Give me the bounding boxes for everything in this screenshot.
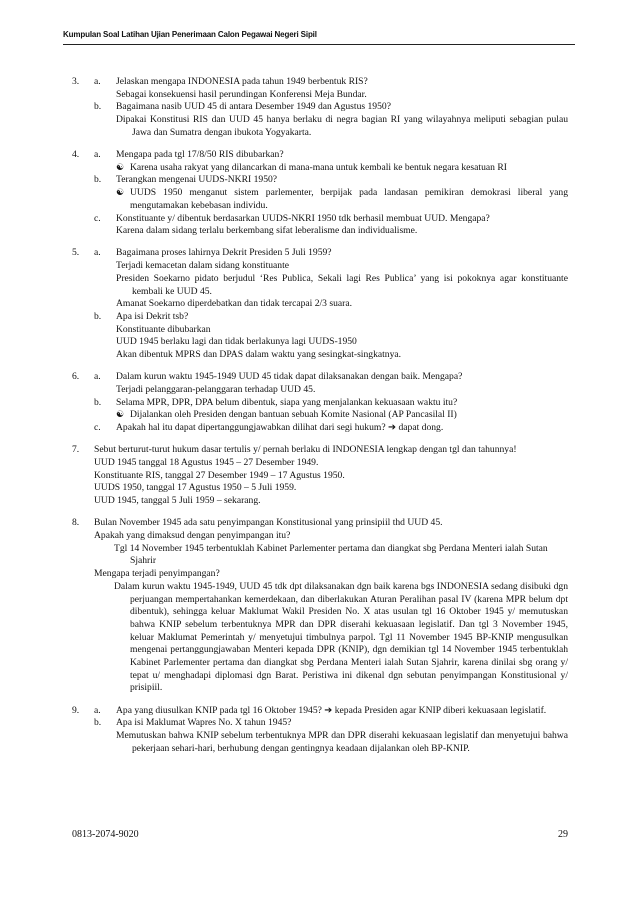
- question-4c: [94, 213, 568, 238]
- header-rule: [63, 44, 575, 45]
- sub-letter: b.: [94, 174, 102, 186]
- answer-line: UUD 1945 tanggal 18 Agustus 1945 – 27 Desember 1949.: [94, 456, 319, 468]
- answer-text: Memutuskan bahwa KNIP sebelum terbentuknya MPR dan DPR diserahi kekuasaan legislatif dan menyetujui bahwa pekerjaan sehari-hari, berhubung dengan gentingnya keadaan dijalankan oleh BP-KNIP.: [116, 730, 568, 754]
- question-number: 6.: [72, 371, 80, 383]
- question-5a: [94, 247, 568, 311]
- answer-line: Konstituante RIS, tanggal 27 Desember 1949 – 17 Agustus 1950.: [94, 469, 345, 481]
- sub-letter: a.: [94, 149, 101, 161]
- question-text: Apa isi Dekrit tsb?: [116, 310, 189, 322]
- sub-letter: c.: [94, 422, 101, 434]
- document-header: Kumpulan Soal Latihan Ujian Penerimaan Calon Pegawai Negeri Sipil: [63, 29, 317, 39]
- answer-text: UUDS 1950 menganut sistem parlementer, berpijak pada landasan pemikiran demokrasi liberal yang mengutamakan kebebasan individu.: [130, 187, 568, 211]
- question-text: Bagaimana proses lahirnya Dekrit Presiden 5 Juli 1959?: [116, 247, 332, 259]
- sub-letter: b.: [94, 101, 102, 113]
- answer-line: Konstituante dibubarkan: [116, 323, 211, 335]
- answer-text: Dipakai Konstitusi RIS dan UUD 45 hanya berlaku di negra bagian RI yang wilayahnya meliputi sebagian pulau Jawa dan Sumatra dengan ibukota Yogyakarta.: [116, 114, 568, 138]
- answer-text: Sebagai konsekuensi hasil perundingan Konferensi Meja Bundar.: [116, 88, 367, 100]
- yin-yang-bullet-icon: ☯: [116, 162, 125, 173]
- question-text: Selama MPR, DPR, DPA belum dibentuk, siapa yang menjalankan kekuasaan waktu itu?: [116, 396, 458, 408]
- question-6b: [94, 397, 568, 422]
- sub-letter: a.: [94, 704, 101, 716]
- question-8: [72, 517, 568, 695]
- sub-letter: b.: [94, 396, 102, 408]
- answer-text: Karena usaha rakyat yang dilancarkan di mana-mana untuk kembali ke bentuk negara kesatuan RI: [130, 161, 507, 173]
- question-4a: [94, 149, 568, 174]
- sub-letter: c.: [94, 212, 101, 224]
- question-text: Bagaimana nasib UUD 45 di antara Desember 1949 dan Agustus 1950?: [116, 101, 391, 113]
- yin-yang-bullet-icon: ☯: [116, 410, 125, 421]
- question-text: Mengapa terjadi penyimpangan?: [94, 568, 220, 580]
- question-9b: [94, 717, 568, 755]
- question-9: [72, 705, 568, 756]
- question-text: Apa yang diusulkan KNIP pada tgl 16 Oktober 1945?: [116, 704, 322, 716]
- question-3a: [94, 76, 568, 101]
- question-9a: [94, 705, 568, 718]
- bullet-answer: [116, 187, 568, 212]
- answer-text: Tgl 14 November 1945 terbentuklah Kabinet Parlementer pertama dan diangkat sbg Perdana Menteri ialah Sutan Sjahrir: [114, 542, 548, 567]
- question-text: Apakah hal itu dapat dipertanggungjawabkan dilihat dari segi hukum?: [116, 422, 386, 434]
- bullet-answer: [116, 162, 568, 175]
- question-number: 3.: [72, 76, 80, 87]
- answer-text: Dalam kurun waktu 1945-1949, UUD 45 tdk dpt dilaksanakan dgn baik karena bgs INDONESIA sedang disibuki dgn perjuangan mempertahankan kemerdekaan, dan diberlakukan Aturan Peralihan pasal IV (karena MPR belum dpt dibentuk), sehingga keluar Maklumat Wakil Presiden No. X atas usulan tgl 16 Oktober 1945 y/ memutuskan bahwa KNIP sebelum terbentuknya MPR dan DPR diserahi kekuasaan legislatif. Dan tgl 3 November 1945, keluar Maklumat Pemerintah y/ menyetujui timbulnya parpol. Tgl 11 November 1945 BP-KNIP mengusulkan mengenai pertanggungjawaban Menteri kepada DPR (KNIP), dgn demikian tgl 14 November 1945 terbentuklah Kabinet Parlementer pertama dan diangkat sbg Perdana Menteri ialah Sutan Sjahrir, karena dinilai sbg orang y/ tepat u/ menghadapi diplomasi dgn Barat. Peristiwa ini dikenal dgn sebutan penyimpangan Konstitusional y/ prisipiil.: [114, 580, 568, 694]
- question-text: Dalam kurun waktu 1945-1949 UUD 45 tidak dapat dilaksanakan dengan baik. Mengapa?: [116, 371, 463, 383]
- document-body: [72, 76, 568, 765]
- page-number: 29: [558, 829, 568, 840]
- sub-letter: a.: [94, 247, 101, 259]
- question-text: Sebut berturut-turut hukum dasar tertulis y/ pernah berlaku di INDONESIA lengkap dengan tgl dan tahunnya!: [94, 444, 517, 456]
- question-text: Apa isi Maklumat Wapres No. X tahun 1945?: [116, 717, 292, 729]
- answer-line: UUDS 1950, tanggal 17 Agustus 1950 – 5 Juli 1959.: [94, 482, 297, 494]
- question-3b: [94, 101, 568, 139]
- question-number: 8.: [72, 517, 80, 529]
- sub-letter: a.: [94, 371, 101, 383]
- question-number: 4.: [72, 149, 80, 161]
- question-6c: [94, 422, 568, 435]
- question-number: 9.: [72, 704, 80, 716]
- question-with-answer: [116, 422, 568, 435]
- answer-line: Amanat Soekarno diperdebatkan dan tidak tercapai 2/3 suara.: [116, 298, 353, 310]
- answer-text: Karena dalam sidang terlalu berkembang sifat leberalisme dan individualisme.: [116, 225, 418, 237]
- yin-yang-bullet-icon: ☯: [116, 188, 125, 199]
- question-3: [72, 76, 568, 140]
- right-arrow-icon: ➔: [388, 422, 397, 434]
- answer-line: UUD 1945 berlaku lagi dan tidak berlakunya lagi UUDS-1950: [116, 336, 357, 348]
- sub-letter: b.: [94, 310, 102, 322]
- right-arrow-icon: ➔: [324, 704, 333, 716]
- answer-text: Terjadi pelanggaran-pelanggaran terhadap UUD 45.: [116, 383, 316, 395]
- question-7: [72, 444, 568, 508]
- footer-phone: 0813-2074-9020: [72, 829, 139, 840]
- question-text: Terangkan mengenai UUDS-NKRI 1950?: [116, 174, 278, 186]
- question-6: [72, 371, 568, 435]
- question-text: Konstituante y/ dibentuk berdasarkan UUDS-NKRI 1950 tdk berhasil membuat UUD. Mengapa?: [116, 212, 490, 224]
- answer-line: UUD 1945, tanggal 5 Juli 1959 – sekarang.: [94, 495, 261, 507]
- question-number: 7.: [72, 444, 80, 456]
- answer-text: dapat dong.: [398, 422, 444, 434]
- answer-line: Terjadi kemacetan dalam sidang konstituante: [116, 260, 290, 272]
- question-text: Jelaskan mengapa INDONESIA pada tahun 1949 berbentuk RIS?: [116, 76, 368, 87]
- question-5b: [94, 311, 568, 362]
- bullet-answer: [116, 409, 568, 422]
- question-text: Mengapa pada tgl 17/8/50 RIS dibubarkan?: [116, 149, 284, 161]
- question-4: [72, 149, 568, 238]
- question-6a: [94, 371, 568, 396]
- question-text: Bulan November 1945 ada satu penyimpangan Konstitusional yang prinsipiil thd UUD 45.: [94, 517, 443, 529]
- answer-text: kepada Presiden agar KNIP diberi kekuasaan legislatif.: [334, 704, 547, 716]
- question-text: Apakah yang dimaksud dengan penyimpangan itu?: [94, 530, 291, 541]
- sub-letter: a.: [94, 76, 101, 87]
- answer-text: Dijalankan oleh Presiden dengan bantuan sebuah Komite Nasional (AP Pancasilal II): [130, 409, 457, 421]
- question-5: [72, 247, 568, 361]
- question-4b: [94, 174, 568, 212]
- question-with-answer: [94, 705, 568, 718]
- answer-line: Presiden Soekarno pidato berjudul ‘Res Publica, Sekali lagi Res Publica’ yang isi pokoknya agar konstituante kembali ke UUD 45.: [116, 272, 568, 297]
- sub-letter: b.: [94, 717, 102, 729]
- answer-line: Akan dibentuk MPRS dan DPAS dalam waktu yang sesingkat-singkatnya.: [116, 349, 402, 361]
- question-number: 5.: [72, 247, 80, 259]
